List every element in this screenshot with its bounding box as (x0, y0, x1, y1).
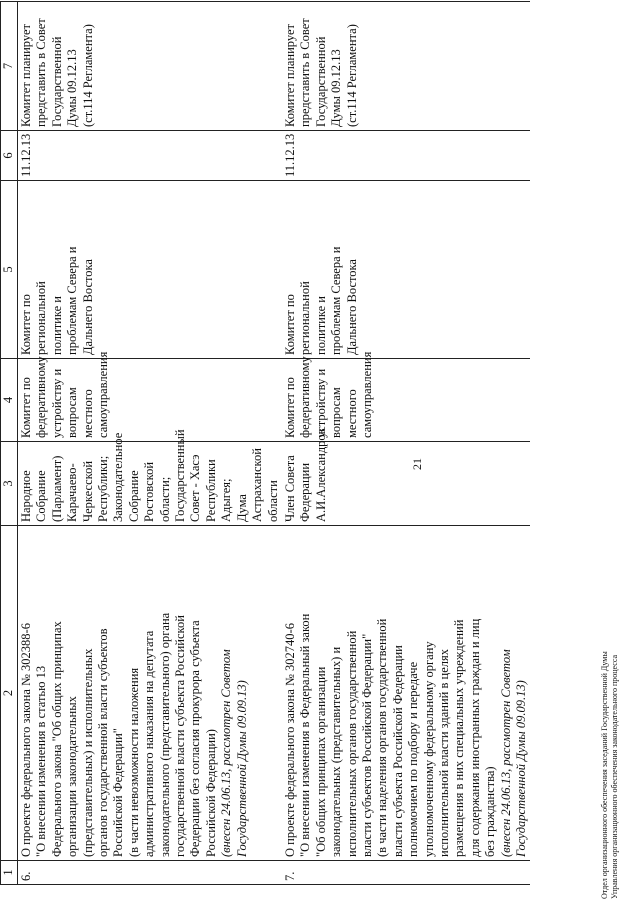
table-row (282, 2, 531, 885)
column-header: 4 (1, 359, 18, 442)
bill-title-line: размещения в них специальных учреждений (452, 619, 467, 857)
author-line: Карачаево- (65, 463, 80, 522)
bill-title-line: Федерального закона "Об общих принципах (49, 621, 64, 857)
page-number: 21 (410, 458, 424, 470)
bill-title-line: органов государственной власти субъектов (96, 628, 111, 857)
decision-line: Думы 09.12.13 (65, 49, 80, 127)
decision-line: (ст.114 Регламента) (80, 24, 95, 127)
author-line: Законодательное (111, 432, 126, 522)
bill-title-line: (в части наделения органов государственной (375, 618, 390, 857)
agenda-table (0, 1, 530, 885)
bill-title-line: для содержания иностранных граждан и лиц (467, 618, 482, 857)
committee-cell (282, 351, 531, 442)
bill-title-line: власти субъекта Российской Федерации (390, 645, 405, 857)
bill-note-line: Государственной Думы 09.09.13) (514, 680, 528, 857)
decision-line: представить в Совет (298, 18, 313, 127)
decision-line: (ст.114 Регламента) (344, 24, 359, 127)
bill-title-cell (18, 526, 282, 861)
author-line: Собрание (126, 470, 141, 522)
bill-title-line: законодательных (представительных) и (329, 646, 344, 857)
committee-line: вопросам местного (65, 387, 95, 438)
table-row (18, 2, 282, 885)
row-number: 7. (282, 861, 531, 885)
decision-line: представить в Совет (34, 18, 49, 127)
bill-title-cell (282, 526, 531, 861)
author-line: (Парламент) (49, 455, 64, 522)
decision-line: Государственной (49, 36, 64, 127)
date-cell: 11.12.13 (282, 131, 531, 181)
column-header: 3 (1, 442, 18, 526)
coexecutor-line: Дальнего Востока (344, 259, 359, 355)
row-number: 6. (18, 861, 282, 885)
committee-line: Комитет по (282, 377, 297, 438)
bill-title-line: уполномоченному федеральному органу (421, 641, 436, 857)
author-line: Дума Астраханской (234, 448, 265, 522)
decision-line: Думы 09.12.13 (329, 49, 344, 127)
author-line: Федерации (298, 462, 313, 522)
coexecutor-line: региональной (298, 281, 313, 355)
footer-line: Отдел организационного обеспечения заседаний Государственной Думы (600, 651, 609, 899)
bill-title-line: административного наказания на депутата (142, 630, 157, 857)
bill-title-line: полномочием по подбору и передаче (406, 661, 421, 857)
coexecutor-cell (18, 181, 282, 359)
table-header-row (1, 2, 18, 885)
bill-title-line: законодательного (представительного) органа (157, 612, 172, 857)
committee-line: федеративному (34, 356, 49, 438)
bill-title-line: организации законодательных (65, 696, 80, 857)
bill-title-line: Российской Федерации" (111, 728, 126, 857)
footer-line: Управления организационного обеспечения законодательного процесса (610, 654, 619, 899)
bill-title-line: (представительных) и исполнительных (80, 648, 95, 857)
bill-title-line: "О внесении изменения в статью 13 (34, 665, 49, 857)
author-line: Черкесской (80, 460, 95, 522)
bill-title-line: Российской Федерации) (203, 729, 218, 857)
committee-cell (18, 351, 282, 442)
committee-line: устройству и (49, 368, 64, 438)
bill-title-line: Федерации без согласия прокурора субъекта (188, 620, 203, 857)
bill-title-line: власти субъектов Российской Федерации" (359, 633, 374, 857)
coexecutor-line: Комитет по (19, 294, 33, 355)
committee-line: самоуправления (96, 351, 111, 438)
author-line: Республики; (96, 455, 111, 522)
coexecutor-line: проблемам Севера и (329, 246, 344, 355)
bill-title-line: "О внесении изменения в Федеральный закон (298, 613, 313, 857)
author-line: Ростовской области; (142, 461, 172, 522)
date-cell: 11.12.13 (18, 131, 282, 181)
bill-note-line: (внесен 24.06.13, рассмотрен Советом (498, 649, 513, 857)
coexecutor-cell (282, 181, 531, 359)
column-header: 1 (1, 861, 18, 885)
coexecutor-line: проблемам Севера и (65, 246, 80, 355)
coexecutor-line: политике и (313, 296, 328, 355)
committee-line: федеративному (298, 356, 313, 438)
author-cell (282, 428, 531, 526)
author-line: Член Совета (282, 455, 297, 522)
column-header: 5 (1, 181, 18, 359)
decision-cell (282, 2, 531, 131)
column-header: 7 (1, 2, 18, 131)
coexecutor-line: Дальнего Востока (80, 259, 95, 355)
author-line: А.И.Александров (313, 428, 328, 522)
decision-line: Государственной (313, 36, 328, 127)
decision-line: Комитет планирует (19, 24, 33, 127)
bill-title-line: без гражданства) (483, 766, 498, 857)
coexecutor-line: региональной (34, 281, 49, 355)
author-line: Совет - Хасэ (188, 454, 203, 522)
author-line: Государственный (173, 429, 188, 522)
coexecutor-line: Комитет по (282, 294, 297, 355)
bill-title-line: "Об общих принципах организации (313, 666, 328, 857)
committee-line: устройству и (313, 368, 328, 438)
bill-title-line: исполнительной власти зданий в целях (436, 649, 451, 857)
footer (600, 651, 620, 899)
bill-title-line: О проекте федерального закона № 302740-6 (282, 623, 297, 857)
decision-cell (18, 2, 282, 131)
column-header: 6 (1, 131, 18, 181)
committee-line: Комитет по (19, 377, 33, 438)
bill-title-line: О проекте федерального закона № 302388-6 (19, 623, 33, 857)
committee-line: самоуправления (359, 351, 374, 438)
author-cell (18, 429, 282, 526)
decision-line: Комитет планирует (282, 24, 297, 127)
bill-note-line: Государственной Думы 09.09.13) (234, 680, 249, 857)
bill-title-line: государственной власти субъекта Российской (173, 615, 188, 857)
coexecutor-line: политике и (49, 296, 64, 355)
author-line: Республики Адыгея; (203, 459, 234, 522)
bill-title-line: (в части невозможности наложения (126, 667, 141, 857)
committee-line: вопросам местного (329, 387, 359, 438)
author-line: Народное Собрание (19, 470, 49, 522)
column-header: 2 (1, 526, 18, 861)
author-line: области (265, 480, 280, 522)
bill-title-line: исполнительных органов государственной (344, 630, 359, 857)
bill-note-line: (внесен 24.06.13, рассмотрен Советом (219, 649, 234, 857)
